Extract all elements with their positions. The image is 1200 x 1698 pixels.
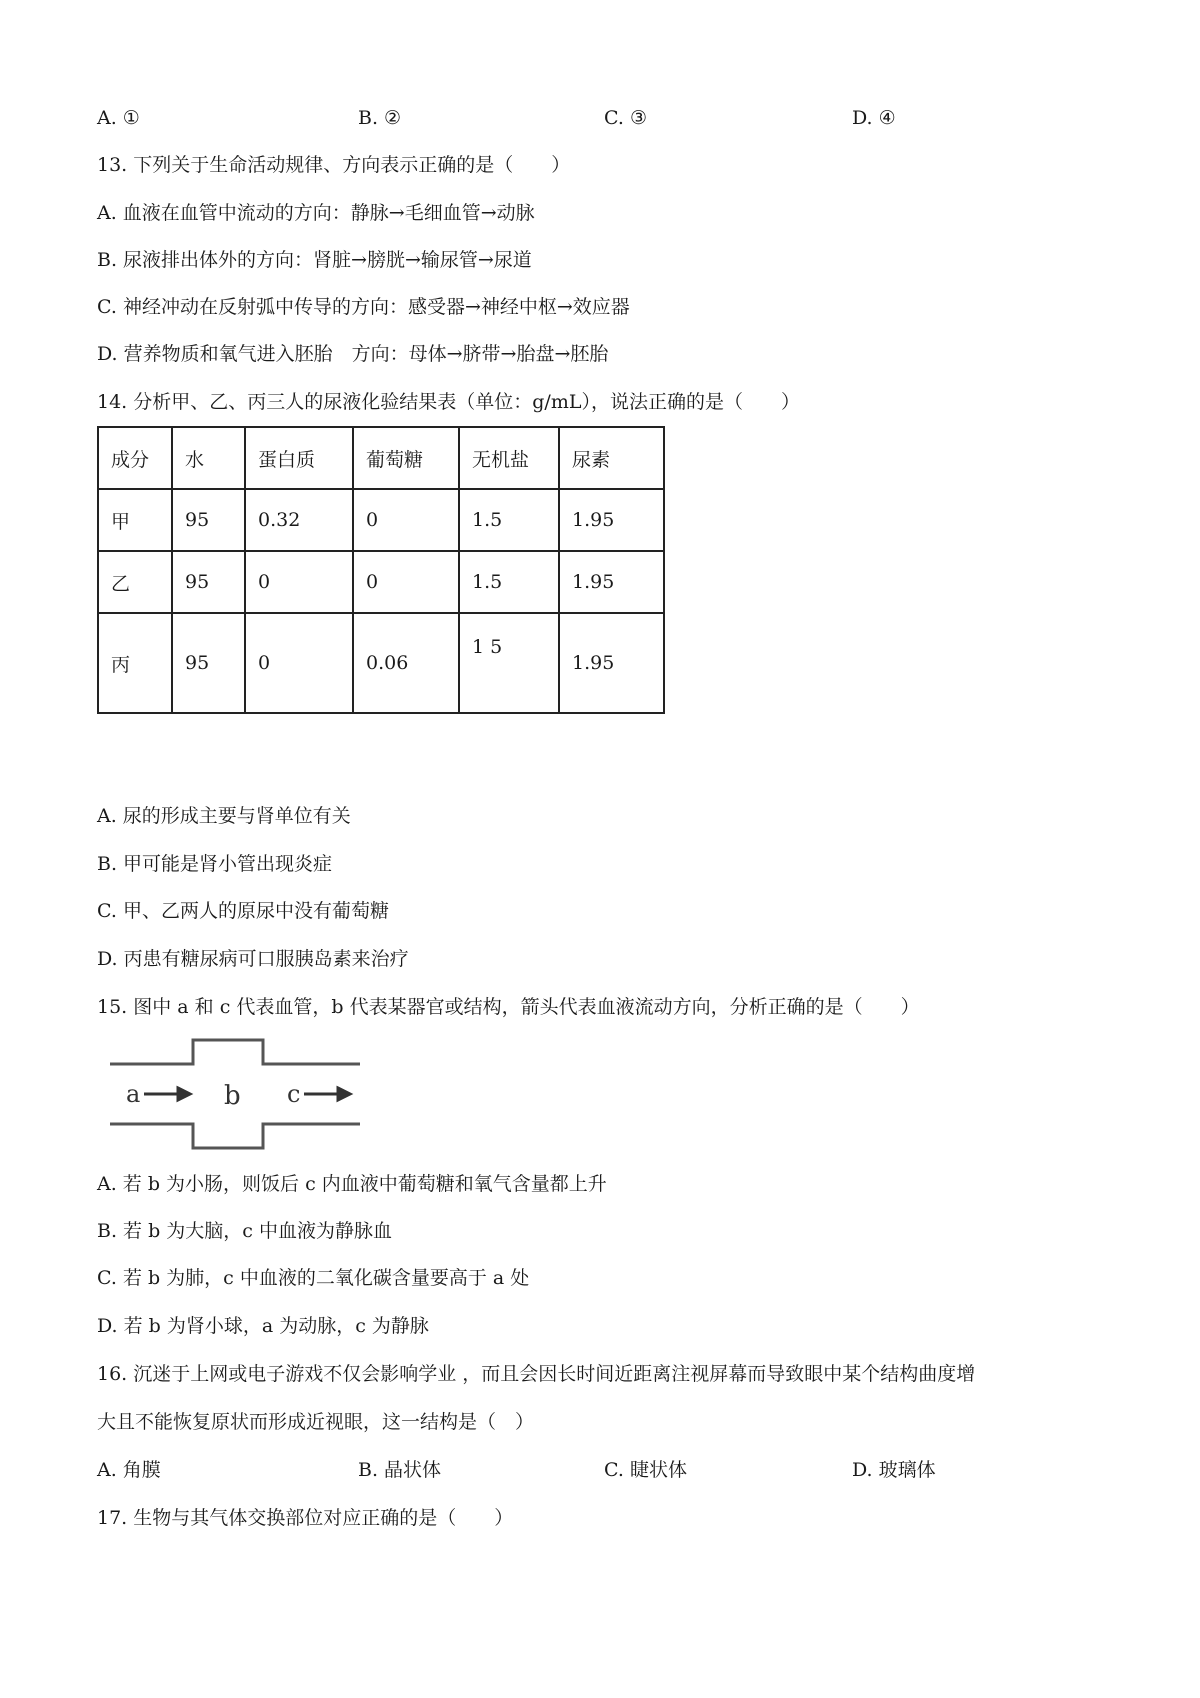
q16-stem-line1: 16. 沉迷于上网或电子游戏不仅会影响学业 ，而且会因长时间近距离注视屏幕而导致眼中某个结构曲度增 xyxy=(97,1363,976,1385)
urine-test-table xyxy=(97,426,665,714)
table-cell: 1 5 xyxy=(459,613,559,713)
table-cell: 1.5 xyxy=(459,489,559,551)
q14-option-c: C. 甲、乙两人的原尿中没有葡萄糖 xyxy=(97,900,389,922)
q12-option-a: A. ① xyxy=(97,107,140,129)
table-header-cell: 无机盐 xyxy=(459,427,559,489)
q15-option-c: C. 若 b 为肺，c 中血液的二氧化碳含量要高于 a 处 xyxy=(97,1267,530,1289)
table-header-cell: 蛋白质 xyxy=(245,427,353,489)
q12-option-d: D. ④ xyxy=(852,107,896,129)
table-row xyxy=(98,489,664,551)
arrow-icon xyxy=(144,1088,190,1100)
blood-vessel-diagram xyxy=(110,1038,360,1150)
table-cell: 0.06 xyxy=(353,613,459,713)
q13-option-d: D. 营养物质和氧气进入胚胎 方向：母体→脐带→胎盘→胚胎 xyxy=(97,343,609,365)
q14-stem: 14. 分析甲、乙、丙三人的尿液化验结果表（单位：g/mL），说法正确的是（ ） xyxy=(97,391,800,413)
table-cell: 1.5 xyxy=(459,551,559,613)
table-cell: 丙 xyxy=(98,613,172,713)
table-row xyxy=(98,551,664,613)
q16-option-c: C. 睫状体 xyxy=(604,1459,687,1481)
table-header-cell: 成分 xyxy=(98,427,172,489)
table-cell: 95 xyxy=(172,551,245,613)
q12-option-b: B. ② xyxy=(358,107,402,129)
table-cell: 1.95 xyxy=(559,551,664,613)
arrow-icon xyxy=(304,1088,350,1100)
table-header-cell: 葡萄糖 xyxy=(353,427,459,489)
table-cell: 1.95 xyxy=(559,489,664,551)
q16-option-a: A. 角膜 xyxy=(97,1459,161,1481)
table-cell: 0 xyxy=(353,489,459,551)
table-cell: 甲 xyxy=(98,489,172,551)
q12-option-c: C. ③ xyxy=(604,107,647,129)
q14-option-b: B. 甲可能是肾小管出现炎症 xyxy=(97,853,333,875)
q15-stem: 15. 图中 a 和 c 代表血管，b 代表某器官或结构，箭头代表血液流动方向，分析正确的是（ ） xyxy=(97,996,920,1018)
q15-option-a: A. 若 b 为小肠，则饭后 c 内血液中葡萄糖和氧气含量都上升 xyxy=(97,1173,607,1195)
table-cell: 0 xyxy=(245,613,353,713)
table-cell: 0 xyxy=(245,551,353,613)
q13-stem: 13. 下列关于生命活动规律、方向表示正确的是（ ） xyxy=(97,154,571,176)
diagram-label-c: c xyxy=(287,1080,301,1108)
diagram-label-a: a xyxy=(126,1080,141,1108)
q13-option-c: C. 神经冲动在反射弧中传导的方向：感受器→神经中枢→效应器 xyxy=(97,296,630,318)
table-header-cell: 尿素 xyxy=(559,427,664,489)
table-header-row xyxy=(98,427,664,489)
table-row xyxy=(98,613,664,713)
table-cell: 乙 xyxy=(98,551,172,613)
table-cell: 1.95 xyxy=(559,613,664,713)
table-cell: 95 xyxy=(172,613,245,713)
q16-option-b: B. 晶状体 xyxy=(358,1459,442,1481)
q15-option-d: D. 若 b 为肾小球，a 为动脉，c 为静脉 xyxy=(97,1315,429,1337)
q15-option-b: B. 若 b 为大脑，c 中血液为静脉血 xyxy=(97,1220,392,1242)
table-cell: 0 xyxy=(353,551,459,613)
q17-stem: 17. 生物与其气体交换部位对应正确的是（ ） xyxy=(97,1507,514,1529)
q13-option-a: A. 血液在血管中流动的方向：静脉→毛细血管→动脉 xyxy=(97,202,535,224)
table-cell: 0.32 xyxy=(245,489,353,551)
table-cell: 95 xyxy=(172,489,245,551)
q14-option-d: D. 丙患有糖尿病可口服胰岛素来治疗 xyxy=(97,948,409,970)
q16-option-d: D. 玻璃体 xyxy=(852,1459,936,1481)
q13-option-b: B. 尿液排出体外的方向：肾脏→膀胱→输尿管→尿道 xyxy=(97,249,532,271)
table-header-cell: 水 xyxy=(172,427,245,489)
q16-stem-line2: 大且不能恢复原状而形成近视眼，这一结构是（ ） xyxy=(97,1411,535,1433)
diagram-label-b: b xyxy=(224,1081,241,1111)
q14-option-a: A. 尿的形成主要与肾单位有关 xyxy=(97,805,351,827)
